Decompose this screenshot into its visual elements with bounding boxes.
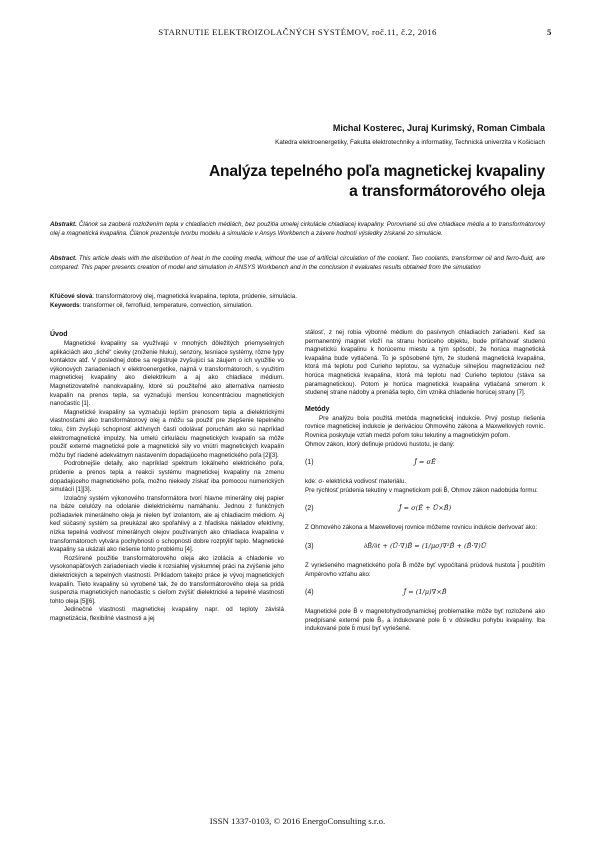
equation-4 bbox=[305, 587, 545, 600]
equation-formula: J̄ = σĒ bbox=[414, 458, 436, 467]
keywords-slovak bbox=[50, 293, 545, 302]
equation-formula: ∂B̄/∂t + (Ū·∇)B̄ = (1/μσ)∇²B̄ + (B̄·∇)Ū bbox=[363, 541, 487, 550]
left-column bbox=[50, 330, 284, 624]
section-heading-methods: Metódy bbox=[305, 405, 330, 413]
keywords-text: : transformátorový olej, magnetická kvapalina, teplota, prúdenie, simulácia. bbox=[92, 293, 297, 300]
abstract-label: Abstrakt. bbox=[50, 221, 77, 228]
paragraph: Rozšírené použitie transformátorového oleja ako izolácia a chladenie vo vysokonapäťových zariadeniach viedie k rozsiahlej výskumnej práci na zvýšenie jeho dielektrických a tepelných vlastností. Príkladom takejto práce je vývoj magnetických kvapalín. Tieto kvapaliny sú vyrobené tak, že do transformátorového oleja sa pridá suspenzia magnetických nanočastíc s cieľom zvýšiť dielektrické a tepelné vlastnosti tohto oleja [5][6]. bbox=[50, 554, 284, 605]
abstract-label: Abstract. bbox=[50, 255, 77, 262]
page-footer: ISSN 1337-0103, © 2016 EnergoConsulting s.r.o. bbox=[209, 816, 386, 826]
equation-number: (4) bbox=[305, 589, 314, 597]
equation-formula: J̄ = (1/μ)∇×B̄ bbox=[403, 588, 447, 597]
paper-title bbox=[150, 162, 545, 202]
paragraph-continuation: stálosť, z nej robia výborné médium do pasívnych chladiacich zariadení. Keď sa permanentný magnet vloží na stranu horúceho objektu, bude priťahovať studenú magnetickú kvapalinu k horúcemu miestu a tým spôsobí, že horúca magnetická kvapalina bude vytlačená. To je spôsobené tým, že studená magnetická kvapalina, ktorá má teplotu pod Curieho teplotou, sa vyznačuje silnejšou magnetizáciou než horúca magnetická kvapalina, ktorá má teplotu nad Curieho teplotou (stáva sa paramagnetickou). Potom je horúca magnetická kvapalina vytlačaná smerom k studenej strane nádoby a prenáša teplo, čím vzniká chladenie horúcej strany [7]. bbox=[305, 329, 545, 397]
paragraph: Izolačný systém výkonového transformátora tvorí hlavne minerálny olej papier na báze celulózy na odolanie dielektrickému namáhaniu. Jednou z funkčných požiadaviek minerálneho oleja je nielen byť izolantom, ale aj chladiacim médiom. Aj keď súčasný systém sa preukázal ako spoľahlivý a z hľadiska nákladov efektívny, nízka tepelná vodivosť minerálnych olejov používaných ako chladiaca kvapalina v transformátoroch vytvára pochybnosti o schopnosti dobre rozptýliť teplo. Magnetické kvapaliny sa ukázali ako riešenie tohto problému [4]. bbox=[50, 494, 284, 554]
equation-1 bbox=[305, 457, 545, 470]
keywords-label: Keywords bbox=[50, 301, 80, 309]
equation-number: (1) bbox=[305, 459, 314, 467]
equation-number: (2) bbox=[305, 505, 314, 513]
paragraph: Magnetické pole B̄ v magnetohydrodynamickej problematike môže byť rozložené ako predpísané externé pole B̄₀ a indukované pole b̄ v dôsledku pohybu kvapaliny. Iba indukované pole b̄ musí byť vyriešené. bbox=[305, 608, 545, 633]
abstract-english bbox=[50, 255, 545, 272]
paragraph: kde: σ- elektrická vodivosť materiálu. bbox=[305, 478, 407, 486]
paragraph: Z vyriešeného magnetického poľa B̄ môže byť vypočítaná prúdová hustota j̄ použitím Ampérovho vzťahu ako: bbox=[305, 561, 545, 578]
keywords-text: : transformer oil, ferrofluid, temperature, convection, simulation. bbox=[79, 301, 253, 309]
abstract-slovak bbox=[50, 221, 545, 238]
paragraph: Ohmov zákon, ktorý definuje prúdovú hustotu, je daný: bbox=[305, 440, 455, 448]
abstract-text: Článok sa zaoberá rozložením tepla v chladiacich médiách, bez použitia umelej cirkulácie chladiacej kvapaliny. Porovnané sú dve chladiace média a to transformátorový olej a magnetická kvapalina. Článok prezentuje tvorbu modelu a simulácie v Ansys Workbench a závere hodnotí výsledky získané zo simulácie. bbox=[50, 221, 545, 237]
paragraph: Jedinečné vlastnosti magnetickej kvapaliny napr. od teploty závislá magnetizácia, flexibilné vlastnosti a jej bbox=[50, 606, 284, 622]
equation-number: (3) bbox=[305, 542, 314, 550]
title-line-1: Analýza tepelného poľa magnetickej kvapaliny bbox=[208, 163, 545, 180]
equation-formula: J̄ = σ(Ē + Ū×B̄) bbox=[398, 504, 452, 513]
right-column bbox=[305, 329, 545, 634]
keywords-label: Kľúčové slová bbox=[50, 293, 93, 300]
paragraph: Magnetické kvapaliny sa využívajú v mnohých dôležitých priemyselných aplikáciách ako „tiché“ cievky (zníženie hluku), senzory, tesniace systémy, rôzne typy kontaktov atď. V poslednej dobe sa registruje zvyšujúci sa záujem o ich využitie vo výkonových zariadeniach v elektroenergetike, najmä v transformátoroch, s využitím magnetickej kvapaliny ako dielektrikum a aj ako chladiace médium. Magnetizovateľné nanokvapaliny, ktoré sú použiteľné ako alternatíva namiesto kvapalín na prenos tepla, sa vyznačujú menšou koncentráciou magnetických nanočastíc [1]. bbox=[50, 340, 284, 408]
paragraph: Podrobnejšie detaily, ako napríklad spektrum lokálneho elektrického poľa, prúdenie a prenos tepla a reakcii systému magnetickej kvapaliny na zmenu dopadajúceho magnetického poľa, možno niekedy získať iba pomocou numerických simulácií [1][3]. bbox=[50, 460, 284, 494]
abstract-text: This article deals with the distribution of heat in the cooling media, without the use of artificial circulation of the coolant. Two coolants, transformer oil and ferro-fluid, are compared. This paper presents creation of model and simulation in ANSYS Workbench and in the conclusion it evaluates results obtained from the simulation bbox=[50, 255, 545, 271]
authors: Michal Kosterec, Juraj Kurimský, Roman Cimbala bbox=[332, 123, 545, 133]
section-heading-intro: Úvod bbox=[50, 331, 68, 338]
running-head: STARNUTIE ELEKTROIZOLAČNÝCH SYSTÉMOV, roč.11, č.2, 2016 bbox=[158, 27, 437, 37]
page-number: 5 bbox=[547, 27, 552, 37]
paragraph: Magnetické kvapaliny sa vyznačujú lepším prenosom tepla a dielektrickými vlastnosťami ako transformátorový olej a môžu sa použiť pre zlepšenie tepelného toku, čím zvyšujú schopnosť aktívnych častí odolávať poruchám ako sú napríklad elektromagnetické impulzy. Na umelú cirkuláciu magnetických kvapalín sa môže použiť externé magnetické pole a magnetické sily vo vnútri magnetických kvapalín môžu byť riadené adekvátnym nastavením dopadajúceho magnetického poľa [2][3]. bbox=[50, 408, 284, 459]
keywords-english bbox=[50, 302, 545, 311]
equation-3 bbox=[305, 541, 545, 554]
title-line-2: a transformátorového oleja bbox=[349, 183, 545, 200]
paragraph: Pre analýzu bola použitá metóda magnetickej indukcie. Prvý postup riešenia rovnice magnetickej indukcie je deriváciou Ohmového zákona a Maxwellových rovníc. Rovnica poskytuje vzťah medzi poľom toku tekutiny a magnetickým poľom. bbox=[305, 414, 545, 439]
paragraph: Z Ohmového zákona a Maxwellovej rovnice môžeme rovnicu indukcie derivovať ako: bbox=[305, 524, 538, 532]
equation-2 bbox=[305, 503, 545, 516]
paragraph: Pre rýchlosť prúdenia tekutiny v magnetickom poli B̄, Ohmov zákon nadobúda formu: bbox=[305, 486, 538, 494]
keywords-block bbox=[50, 293, 545, 310]
affiliation: Katedra elektroenergetiky, Fakulta elektrotechniky a informatiky, Technická univerzita v Košiciach bbox=[275, 139, 545, 146]
